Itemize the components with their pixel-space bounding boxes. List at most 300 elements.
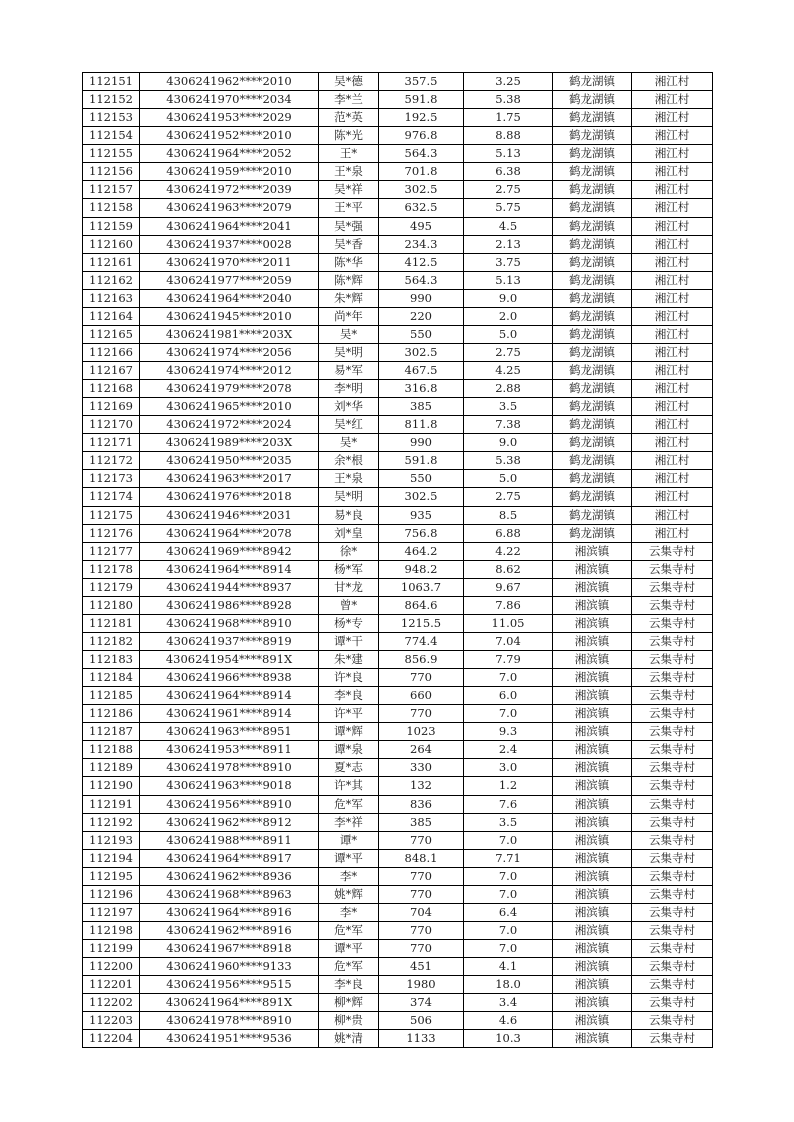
- town-cell: 湘滨镇: [553, 903, 632, 921]
- village-cell: 云集寺村: [632, 921, 713, 939]
- record-id-cell: 112203: [83, 1012, 140, 1030]
- record-id-cell: 112163: [83, 289, 140, 307]
- name-cell: 陈*光: [319, 127, 379, 145]
- village-cell: 云集寺村: [632, 669, 713, 687]
- amount-cell: 935: [379, 506, 464, 524]
- table-row: [83, 813, 713, 831]
- amount-cell: 990: [379, 289, 464, 307]
- amount-cell: 234.3: [379, 235, 464, 253]
- village-cell: 云集寺村: [632, 958, 713, 976]
- id-number-cell: 4306241954****891X: [140, 651, 319, 669]
- id-number-cell: 4306241966****8938: [140, 669, 319, 687]
- record-id-cell: 112194: [83, 849, 140, 867]
- table-row: [83, 163, 713, 181]
- village-cell: 云集寺村: [632, 1012, 713, 1030]
- area-cell: 7.0: [464, 885, 553, 903]
- table-row: [83, 145, 713, 163]
- id-number-cell: 4306241963****9018: [140, 777, 319, 795]
- village-cell: 云集寺村: [632, 560, 713, 578]
- id-number-cell: 4306241937****8919: [140, 632, 319, 650]
- amount-cell: 550: [379, 470, 464, 488]
- town-cell: 湘滨镇: [553, 723, 632, 741]
- area-cell: 1.75: [464, 109, 553, 127]
- table-row: [83, 994, 713, 1012]
- record-id-cell: 112172: [83, 452, 140, 470]
- record-id-cell: 112192: [83, 813, 140, 831]
- area-cell: 3.5: [464, 813, 553, 831]
- amount-cell: 330: [379, 759, 464, 777]
- town-cell: 湘滨镇: [553, 705, 632, 723]
- area-cell: 5.13: [464, 145, 553, 163]
- record-id-cell: 112169: [83, 398, 140, 416]
- town-cell: 湘滨镇: [553, 940, 632, 958]
- amount-cell: 1215.5: [379, 614, 464, 632]
- name-cell: 刘*华: [319, 398, 379, 416]
- name-cell: 吴*: [319, 434, 379, 452]
- area-cell: 2.0: [464, 307, 553, 325]
- area-cell: 5.38: [464, 91, 553, 109]
- record-id-cell: 112201: [83, 976, 140, 994]
- town-cell: 鹤龙湖镇: [553, 307, 632, 325]
- table-row: [83, 578, 713, 596]
- town-cell: 湘滨镇: [553, 560, 632, 578]
- area-cell: 5.0: [464, 325, 553, 343]
- amount-cell: 220: [379, 307, 464, 325]
- area-cell: 2.88: [464, 380, 553, 398]
- table-row: [83, 632, 713, 650]
- amount-cell: 811.8: [379, 416, 464, 434]
- town-cell: 鹤龙湖镇: [553, 362, 632, 380]
- name-cell: 李*祥: [319, 813, 379, 831]
- id-number-cell: 4306241964****2040: [140, 289, 319, 307]
- record-id-cell: 112196: [83, 885, 140, 903]
- town-cell: 鹤龙湖镇: [553, 380, 632, 398]
- id-number-cell: 4306241978****8910: [140, 1012, 319, 1030]
- town-cell: 鹤龙湖镇: [553, 145, 632, 163]
- area-cell: 3.25: [464, 73, 553, 91]
- table-row: [83, 921, 713, 939]
- name-cell: 姚*辉: [319, 885, 379, 903]
- name-cell: 甘*龙: [319, 578, 379, 596]
- id-number-cell: 4306241968****8963: [140, 885, 319, 903]
- village-cell: 湘江村: [632, 452, 713, 470]
- table-row: [83, 470, 713, 488]
- name-cell: 柳*辉: [319, 994, 379, 1012]
- table-row: [83, 109, 713, 127]
- village-cell: 湘江村: [632, 325, 713, 343]
- record-id-cell: 112195: [83, 867, 140, 885]
- record-id-cell: 112165: [83, 325, 140, 343]
- table-row: [83, 235, 713, 253]
- name-cell: 陈*辉: [319, 271, 379, 289]
- area-cell: 1.2: [464, 777, 553, 795]
- record-id-cell: 112166: [83, 343, 140, 361]
- village-cell: 云集寺村: [632, 705, 713, 723]
- town-cell: 鹤龙湖镇: [553, 398, 632, 416]
- table-row: [83, 362, 713, 380]
- name-cell: 夏*志: [319, 759, 379, 777]
- village-cell: 湘江村: [632, 253, 713, 271]
- town-cell: 湘滨镇: [553, 614, 632, 632]
- village-cell: 湘江村: [632, 362, 713, 380]
- town-cell: 鹤龙湖镇: [553, 199, 632, 217]
- record-id-cell: 112204: [83, 1030, 140, 1048]
- amount-cell: 302.5: [379, 181, 464, 199]
- amount-cell: 451: [379, 958, 464, 976]
- amount-cell: 591.8: [379, 91, 464, 109]
- town-cell: 湘滨镇: [553, 994, 632, 1012]
- name-cell: 危*军: [319, 795, 379, 813]
- area-cell: 8.88: [464, 127, 553, 145]
- amount-cell: 385: [379, 398, 464, 416]
- town-cell: 鹤龙湖镇: [553, 91, 632, 109]
- area-cell: 6.38: [464, 163, 553, 181]
- amount-cell: 770: [379, 885, 464, 903]
- id-number-cell: 4306241959****2010: [140, 163, 319, 181]
- amount-cell: 464.2: [379, 542, 464, 560]
- town-cell: 湘滨镇: [553, 777, 632, 795]
- record-id-cell: 112156: [83, 163, 140, 181]
- record-id-cell: 112199: [83, 940, 140, 958]
- id-number-cell: 4306241963****2017: [140, 470, 319, 488]
- table-row: [83, 398, 713, 416]
- table-row: [83, 380, 713, 398]
- village-cell: 湘江村: [632, 235, 713, 253]
- area-cell: 7.79: [464, 651, 553, 669]
- area-cell: 5.13: [464, 271, 553, 289]
- area-cell: 7.04: [464, 632, 553, 650]
- record-id-cell: 112179: [83, 578, 140, 596]
- area-cell: 6.4: [464, 903, 553, 921]
- record-id-cell: 112193: [83, 831, 140, 849]
- town-cell: 湘滨镇: [553, 976, 632, 994]
- village-cell: 云集寺村: [632, 723, 713, 741]
- table-row: [83, 795, 713, 813]
- area-cell: 7.0: [464, 831, 553, 849]
- name-cell: 谭*干: [319, 632, 379, 650]
- name-cell: 吴*红: [319, 416, 379, 434]
- amount-cell: 374: [379, 994, 464, 1012]
- name-cell: 杨*军: [319, 560, 379, 578]
- town-cell: 湘滨镇: [553, 669, 632, 687]
- area-cell: 9.0: [464, 289, 553, 307]
- amount-cell: 1063.7: [379, 578, 464, 596]
- id-number-cell: 4306241965****2010: [140, 398, 319, 416]
- table-row: [83, 976, 713, 994]
- amount-cell: 302.5: [379, 488, 464, 506]
- town-cell: 湘滨镇: [553, 795, 632, 813]
- record-id-cell: 112160: [83, 235, 140, 253]
- id-number-cell: 4306241974****2012: [140, 362, 319, 380]
- name-cell: 陈*华: [319, 253, 379, 271]
- table-row: [83, 253, 713, 271]
- village-cell: 湘江村: [632, 506, 713, 524]
- amount-cell: 316.8: [379, 380, 464, 398]
- town-cell: 鹤龙湖镇: [553, 253, 632, 271]
- id-number-cell: 4306241946****2031: [140, 506, 319, 524]
- village-cell: 湘江村: [632, 109, 713, 127]
- town-cell: 鹤龙湖镇: [553, 470, 632, 488]
- amount-cell: 836: [379, 795, 464, 813]
- area-cell: 7.0: [464, 867, 553, 885]
- area-cell: 10.3: [464, 1030, 553, 1048]
- amount-cell: 467.5: [379, 362, 464, 380]
- table-row: [83, 723, 713, 741]
- town-cell: 湘滨镇: [553, 596, 632, 614]
- town-cell: 湘滨镇: [553, 831, 632, 849]
- table-row: [83, 903, 713, 921]
- table-row: [83, 1030, 713, 1048]
- table-row: [83, 705, 713, 723]
- table-row: [83, 849, 713, 867]
- record-id-cell: 112167: [83, 362, 140, 380]
- id-number-cell: 4306241964****2078: [140, 524, 319, 542]
- name-cell: 许*良: [319, 669, 379, 687]
- id-number-cell: 4306241956****8910: [140, 795, 319, 813]
- record-id-cell: 112198: [83, 921, 140, 939]
- record-id-cell: 112176: [83, 524, 140, 542]
- table-row: [83, 669, 713, 687]
- table-row: [83, 271, 713, 289]
- table-row: [83, 831, 713, 849]
- area-cell: 5.38: [464, 452, 553, 470]
- village-cell: 云集寺村: [632, 994, 713, 1012]
- village-cell: 云集寺村: [632, 759, 713, 777]
- amount-cell: 357.5: [379, 73, 464, 91]
- area-cell: 18.0: [464, 976, 553, 994]
- name-cell: 许*其: [319, 777, 379, 795]
- village-cell: 湘江村: [632, 307, 713, 325]
- id-number-cell: 4306241972****2024: [140, 416, 319, 434]
- area-cell: 7.0: [464, 940, 553, 958]
- village-cell: 湘江村: [632, 470, 713, 488]
- amount-cell: 495: [379, 217, 464, 235]
- name-cell: 李*: [319, 903, 379, 921]
- town-cell: 湘滨镇: [553, 867, 632, 885]
- town-cell: 湘滨镇: [553, 759, 632, 777]
- id-number-cell: 4306241964****2041: [140, 217, 319, 235]
- id-number-cell: 4306241988****8911: [140, 831, 319, 849]
- name-cell: 吴*: [319, 325, 379, 343]
- amount-cell: 770: [379, 669, 464, 687]
- id-number-cell: 4306241964****8916: [140, 903, 319, 921]
- town-cell: 湘滨镇: [553, 849, 632, 867]
- id-number-cell: 4306241970****2011: [140, 253, 319, 271]
- table-row: [83, 343, 713, 361]
- amount-cell: 264: [379, 741, 464, 759]
- id-number-cell: 4306241964****8914: [140, 687, 319, 705]
- town-cell: 湘滨镇: [553, 651, 632, 669]
- record-id-cell: 112152: [83, 91, 140, 109]
- amount-cell: 976.8: [379, 127, 464, 145]
- name-cell: 李*良: [319, 687, 379, 705]
- amount-cell: 948.2: [379, 560, 464, 578]
- amount-cell: 990: [379, 434, 464, 452]
- record-id-cell: 112202: [83, 994, 140, 1012]
- area-cell: 6.0: [464, 687, 553, 705]
- town-cell: 湘滨镇: [553, 958, 632, 976]
- area-cell: 9.0: [464, 434, 553, 452]
- town-cell: 鹤龙湖镇: [553, 416, 632, 434]
- name-cell: 吴*祥: [319, 181, 379, 199]
- village-cell: 云集寺村: [632, 849, 713, 867]
- town-cell: 鹤龙湖镇: [553, 181, 632, 199]
- village-cell: 湘江村: [632, 73, 713, 91]
- village-cell: 湘江村: [632, 398, 713, 416]
- area-cell: 9.67: [464, 578, 553, 596]
- amount-cell: 302.5: [379, 343, 464, 361]
- village-cell: 云集寺村: [632, 542, 713, 560]
- record-id-cell: 112186: [83, 705, 140, 723]
- id-number-cell: 4306241944****8937: [140, 578, 319, 596]
- town-cell: 湘滨镇: [553, 885, 632, 903]
- name-cell: 李*: [319, 867, 379, 885]
- amount-cell: 412.5: [379, 253, 464, 271]
- id-number-cell: 4306241962****8916: [140, 921, 319, 939]
- id-number-cell: 4306241964****2052: [140, 145, 319, 163]
- record-id-cell: 112175: [83, 506, 140, 524]
- name-cell: 姚*清: [319, 1030, 379, 1048]
- area-cell: 7.0: [464, 705, 553, 723]
- name-cell: 许*平: [319, 705, 379, 723]
- name-cell: 范*英: [319, 109, 379, 127]
- village-cell: 云集寺村: [632, 614, 713, 632]
- area-cell: 5.0: [464, 470, 553, 488]
- id-number-cell: 4306241950****2035: [140, 452, 319, 470]
- village-cell: 云集寺村: [632, 885, 713, 903]
- name-cell: 吴*德: [319, 73, 379, 91]
- table-row: [83, 73, 713, 91]
- record-id-cell: 112182: [83, 632, 140, 650]
- id-number-cell: 4306241972****2039: [140, 181, 319, 199]
- record-id-cell: 112153: [83, 109, 140, 127]
- id-number-cell: 4306241969****8942: [140, 542, 319, 560]
- amount-cell: 856.9: [379, 651, 464, 669]
- town-cell: 鹤龙湖镇: [553, 235, 632, 253]
- id-number-cell: 4306241962****2010: [140, 73, 319, 91]
- area-cell: 8.62: [464, 560, 553, 578]
- town-cell: 鹤龙湖镇: [553, 506, 632, 524]
- amount-cell: 864.6: [379, 596, 464, 614]
- table-row: [83, 307, 713, 325]
- area-cell: 2.4: [464, 741, 553, 759]
- area-cell: 8.5: [464, 506, 553, 524]
- town-cell: 鹤龙湖镇: [553, 343, 632, 361]
- id-number-cell: 4306241962****8936: [140, 867, 319, 885]
- record-id-cell: 112170: [83, 416, 140, 434]
- id-number-cell: 4306241968****8910: [140, 614, 319, 632]
- amount-cell: 550: [379, 325, 464, 343]
- name-cell: 危*军: [319, 958, 379, 976]
- table-row: [83, 885, 713, 903]
- amount-cell: 660: [379, 687, 464, 705]
- table-row: [83, 651, 713, 669]
- id-number-cell: 4306241963****2079: [140, 199, 319, 217]
- amount-cell: 770: [379, 940, 464, 958]
- village-cell: 湘江村: [632, 181, 713, 199]
- name-cell: 吴*明: [319, 343, 379, 361]
- record-id-cell: 112180: [83, 596, 140, 614]
- amount-cell: 774.4: [379, 632, 464, 650]
- id-number-cell: 4306241964****8917: [140, 849, 319, 867]
- record-id-cell: 112177: [83, 542, 140, 560]
- amount-cell: 704: [379, 903, 464, 921]
- town-cell: 鹤龙湖镇: [553, 325, 632, 343]
- village-cell: 湘江村: [632, 163, 713, 181]
- id-number-cell: 4306241977****2059: [140, 271, 319, 289]
- id-number-cell: 4306241961****8914: [140, 705, 319, 723]
- amount-cell: 591.8: [379, 452, 464, 470]
- amount-cell: 848.1: [379, 849, 464, 867]
- area-cell: 2.75: [464, 488, 553, 506]
- id-number-cell: 4306241989****203X: [140, 434, 319, 452]
- table-row: [83, 958, 713, 976]
- name-cell: 李*明: [319, 380, 379, 398]
- area-cell: 4.5: [464, 217, 553, 235]
- village-cell: 云集寺村: [632, 903, 713, 921]
- record-id-cell: 112197: [83, 903, 140, 921]
- record-id-cell: 112168: [83, 380, 140, 398]
- table-row: [83, 325, 713, 343]
- area-cell: 6.88: [464, 524, 553, 542]
- town-cell: 湘滨镇: [553, 542, 632, 560]
- name-cell: 余*根: [319, 452, 379, 470]
- id-number-cell: 4306241960****9133: [140, 958, 319, 976]
- village-cell: 湘江村: [632, 416, 713, 434]
- amount-cell: 701.8: [379, 163, 464, 181]
- name-cell: 李*良: [319, 976, 379, 994]
- name-cell: 谭*平: [319, 849, 379, 867]
- record-id-cell: 112178: [83, 560, 140, 578]
- table-row: [83, 596, 713, 614]
- record-id-cell: 112155: [83, 145, 140, 163]
- record-id-cell: 112162: [83, 271, 140, 289]
- table-row: [83, 506, 713, 524]
- village-cell: 云集寺村: [632, 741, 713, 759]
- name-cell: 吴*香: [319, 235, 379, 253]
- town-cell: 鹤龙湖镇: [553, 488, 632, 506]
- id-number-cell: 4306241967****8918: [140, 940, 319, 958]
- village-cell: 云集寺村: [632, 940, 713, 958]
- town-cell: 鹤龙湖镇: [553, 109, 632, 127]
- id-number-cell: 4306241970****2034: [140, 91, 319, 109]
- village-cell: 湘江村: [632, 434, 713, 452]
- village-cell: 云集寺村: [632, 651, 713, 669]
- town-cell: 湘滨镇: [553, 741, 632, 759]
- amount-cell: 192.5: [379, 109, 464, 127]
- town-cell: 湘滨镇: [553, 687, 632, 705]
- area-cell: 7.6: [464, 795, 553, 813]
- area-cell: 3.0: [464, 759, 553, 777]
- village-cell: 云集寺村: [632, 976, 713, 994]
- id-number-cell: 4306241986****8928: [140, 596, 319, 614]
- name-cell: 朱*辉: [319, 289, 379, 307]
- table-row: [83, 488, 713, 506]
- table-row: [83, 524, 713, 542]
- amount-cell: 1133: [379, 1030, 464, 1048]
- id-number-cell: 4306241962****8912: [140, 813, 319, 831]
- name-cell: 杨*专: [319, 614, 379, 632]
- record-id-cell: 112191: [83, 795, 140, 813]
- table-row: [83, 199, 713, 217]
- id-number-cell: 4306241979****2078: [140, 380, 319, 398]
- area-cell: 7.86: [464, 596, 553, 614]
- name-cell: 吴*明: [319, 488, 379, 506]
- area-cell: 2.75: [464, 343, 553, 361]
- table-row: [83, 91, 713, 109]
- id-number-cell: 4306241974****2056: [140, 343, 319, 361]
- amount-cell: 770: [379, 921, 464, 939]
